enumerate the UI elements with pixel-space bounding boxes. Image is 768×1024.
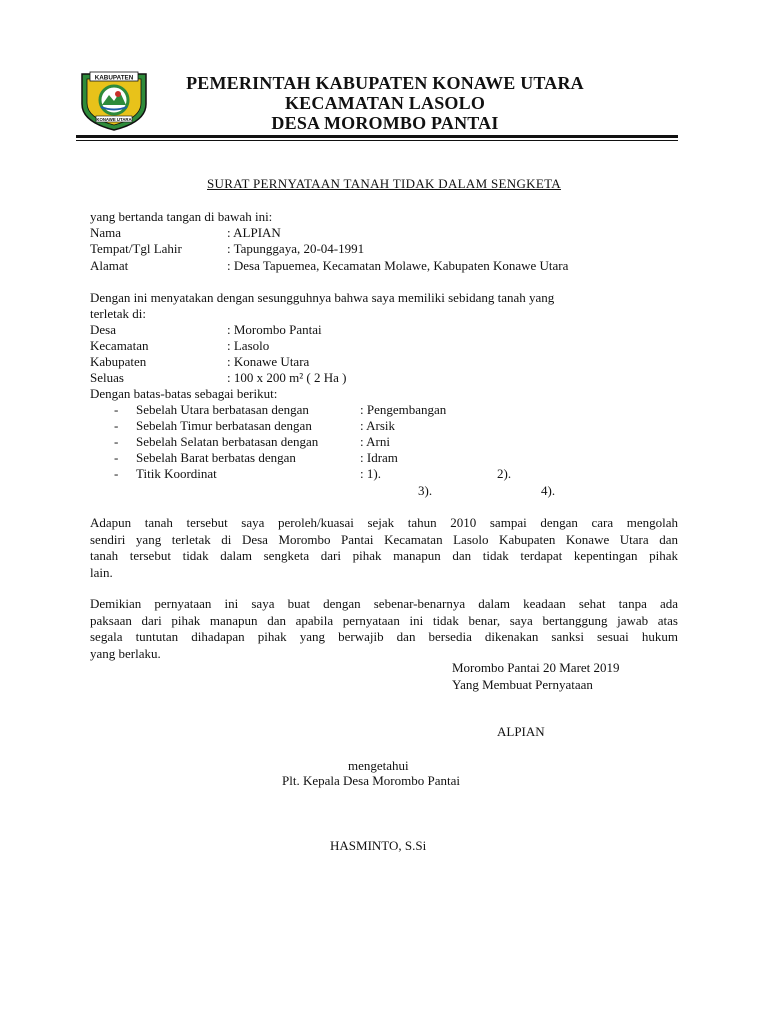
district-logo — [76, 70, 152, 132]
intro-text: yang bertanda tangan di bawah ini: — [90, 209, 273, 224]
kop-rule-thick — [76, 135, 678, 138]
identity-label-address: Alamat — [90, 258, 129, 273]
border-label-west: Sebelah Barat berbatas dengan — [136, 450, 296, 465]
border-bullet: - — [114, 402, 119, 417]
paragraph-line: Demikian pernyataan ini saya buat dengan sebenar-benarnya dalam keadaan sehat tanpa ada — [90, 596, 678, 611]
identity-value-address: : Desa Tapuemea, Kecamatan Molawe, Kabupaten Konawe Utara — [227, 258, 569, 273]
border-bullet: - — [114, 434, 119, 449]
paragraph-line: segala tuntutan dihadapan pihak yang berwajib dan bersedia dikenakan sanksi sesuai hukum — [90, 629, 678, 644]
border-bullet: - — [114, 466, 119, 481]
land-value-desa: : Morombo Pantai — [227, 322, 322, 337]
land-label-seluas: Seluas — [90, 370, 124, 385]
paragraph-line: Adapun tanah tersebut saya peroleh/kuasai sejak tahun 2010 sampai dengan cara mengolah — [90, 515, 678, 530]
kop-line-2: KECAMATAN LASOLO — [284, 93, 486, 113]
border-bullet: - — [114, 418, 119, 433]
border-label-north: Sebelah Utara berbatasan dengan — [136, 402, 309, 417]
land-label-kecamatan: Kecamatan — [90, 338, 149, 353]
closing-paragraph — [90, 596, 678, 662]
logo-text-bottom: KONAWE UTARA — [96, 116, 132, 122]
signer-name: ALPIAN — [497, 724, 545, 739]
identity-value-name: : ALPIAN — [227, 225, 281, 240]
borders-intro: Dengan batas-batas sebagai berikut: — [90, 386, 278, 401]
coordinate-point-2: 2). — [497, 466, 512, 481]
border-value-south: : Arni — [360, 434, 390, 449]
border-label-east: Sebelah Timur berbatasan dengan — [136, 418, 312, 433]
paragraph-line: tanah tersebut tidak dalam sengketa dari pihak manapun dan tidak terdapat kepentingan pihak — [90, 548, 678, 563]
identity-label-name: Nama — [90, 225, 122, 240]
land-value-seluas: : 100 x 200 m² ( 2 Ha ) — [227, 370, 347, 385]
border-value-west: : Idram — [360, 450, 398, 465]
place-date: Morombo Pantai 20 Maret 2019 — [452, 660, 620, 675]
acknowledge-label: mengetahui — [348, 758, 409, 773]
coordinate-point-3: 3). — [418, 483, 433, 498]
statement-line-1: Dengan ini menyatakan dengan sesungguhnya bahwa saya memiliki sebidang tanah yang — [90, 290, 555, 305]
border-label-coordinate: Titik Koordinat — [136, 466, 217, 481]
land-value-kabupaten: : Konawe Utara — [227, 354, 310, 369]
border-bullet: - — [114, 450, 119, 465]
paragraph-line: lain. — [90, 564, 113, 580]
village-head-name: HASMINTO, S.Si — [330, 838, 427, 853]
coordinate-point-4: 4). — [541, 483, 556, 498]
document-title: SURAT PERNYATAAN TANAH TIDAK DALAM SENGKETA — [207, 176, 561, 191]
paragraph-line: paksaan dari pihak manapun dan apabila pernyataan ini tidak benar, saya bertanggung jawab atas — [90, 612, 678, 628]
acquisition-paragraph — [90, 515, 678, 581]
signer-role: Yang Membuat Pernyataan — [452, 677, 593, 692]
kop-rule-thin — [76, 140, 678, 141]
kop-line-3: DESA MOROMBO PANTAI — [271, 113, 499, 133]
village-head-role: Plt. Kepala Desa Morombo Pantai — [282, 773, 460, 788]
paragraph-line: sendiri yang terletak di Desa Morombo Pantai Kecamatan Lasolo Kabupaten Konawe Utara dan — [90, 531, 678, 547]
border-value-east: : Arsik — [360, 418, 396, 433]
border-label-south: Sebelah Selatan berbatasan dengan — [136, 434, 319, 449]
land-label-kabupaten: Kabupaten — [90, 354, 147, 369]
kop-line-1: PEMERINTAH KABUPATEN KONAWE UTARA — [186, 73, 584, 93]
identity-label-birth: Tempat/Tgl Lahir — [90, 241, 182, 256]
border-value-north: : Pengembangan — [360, 402, 447, 417]
paragraph-line: yang berlaku. — [90, 645, 161, 661]
land-value-kecamatan: : Lasolo — [227, 338, 270, 353]
coordinate-point-1: : 1). — [360, 466, 381, 481]
land-label-desa: Desa — [90, 322, 116, 337]
logo-text-top: KABUPATEN — [94, 74, 134, 82]
statement-line-2: terletak di: — [90, 306, 146, 321]
identity-value-birth: : Tapunggaya, 20-04-1991 — [227, 241, 365, 256]
